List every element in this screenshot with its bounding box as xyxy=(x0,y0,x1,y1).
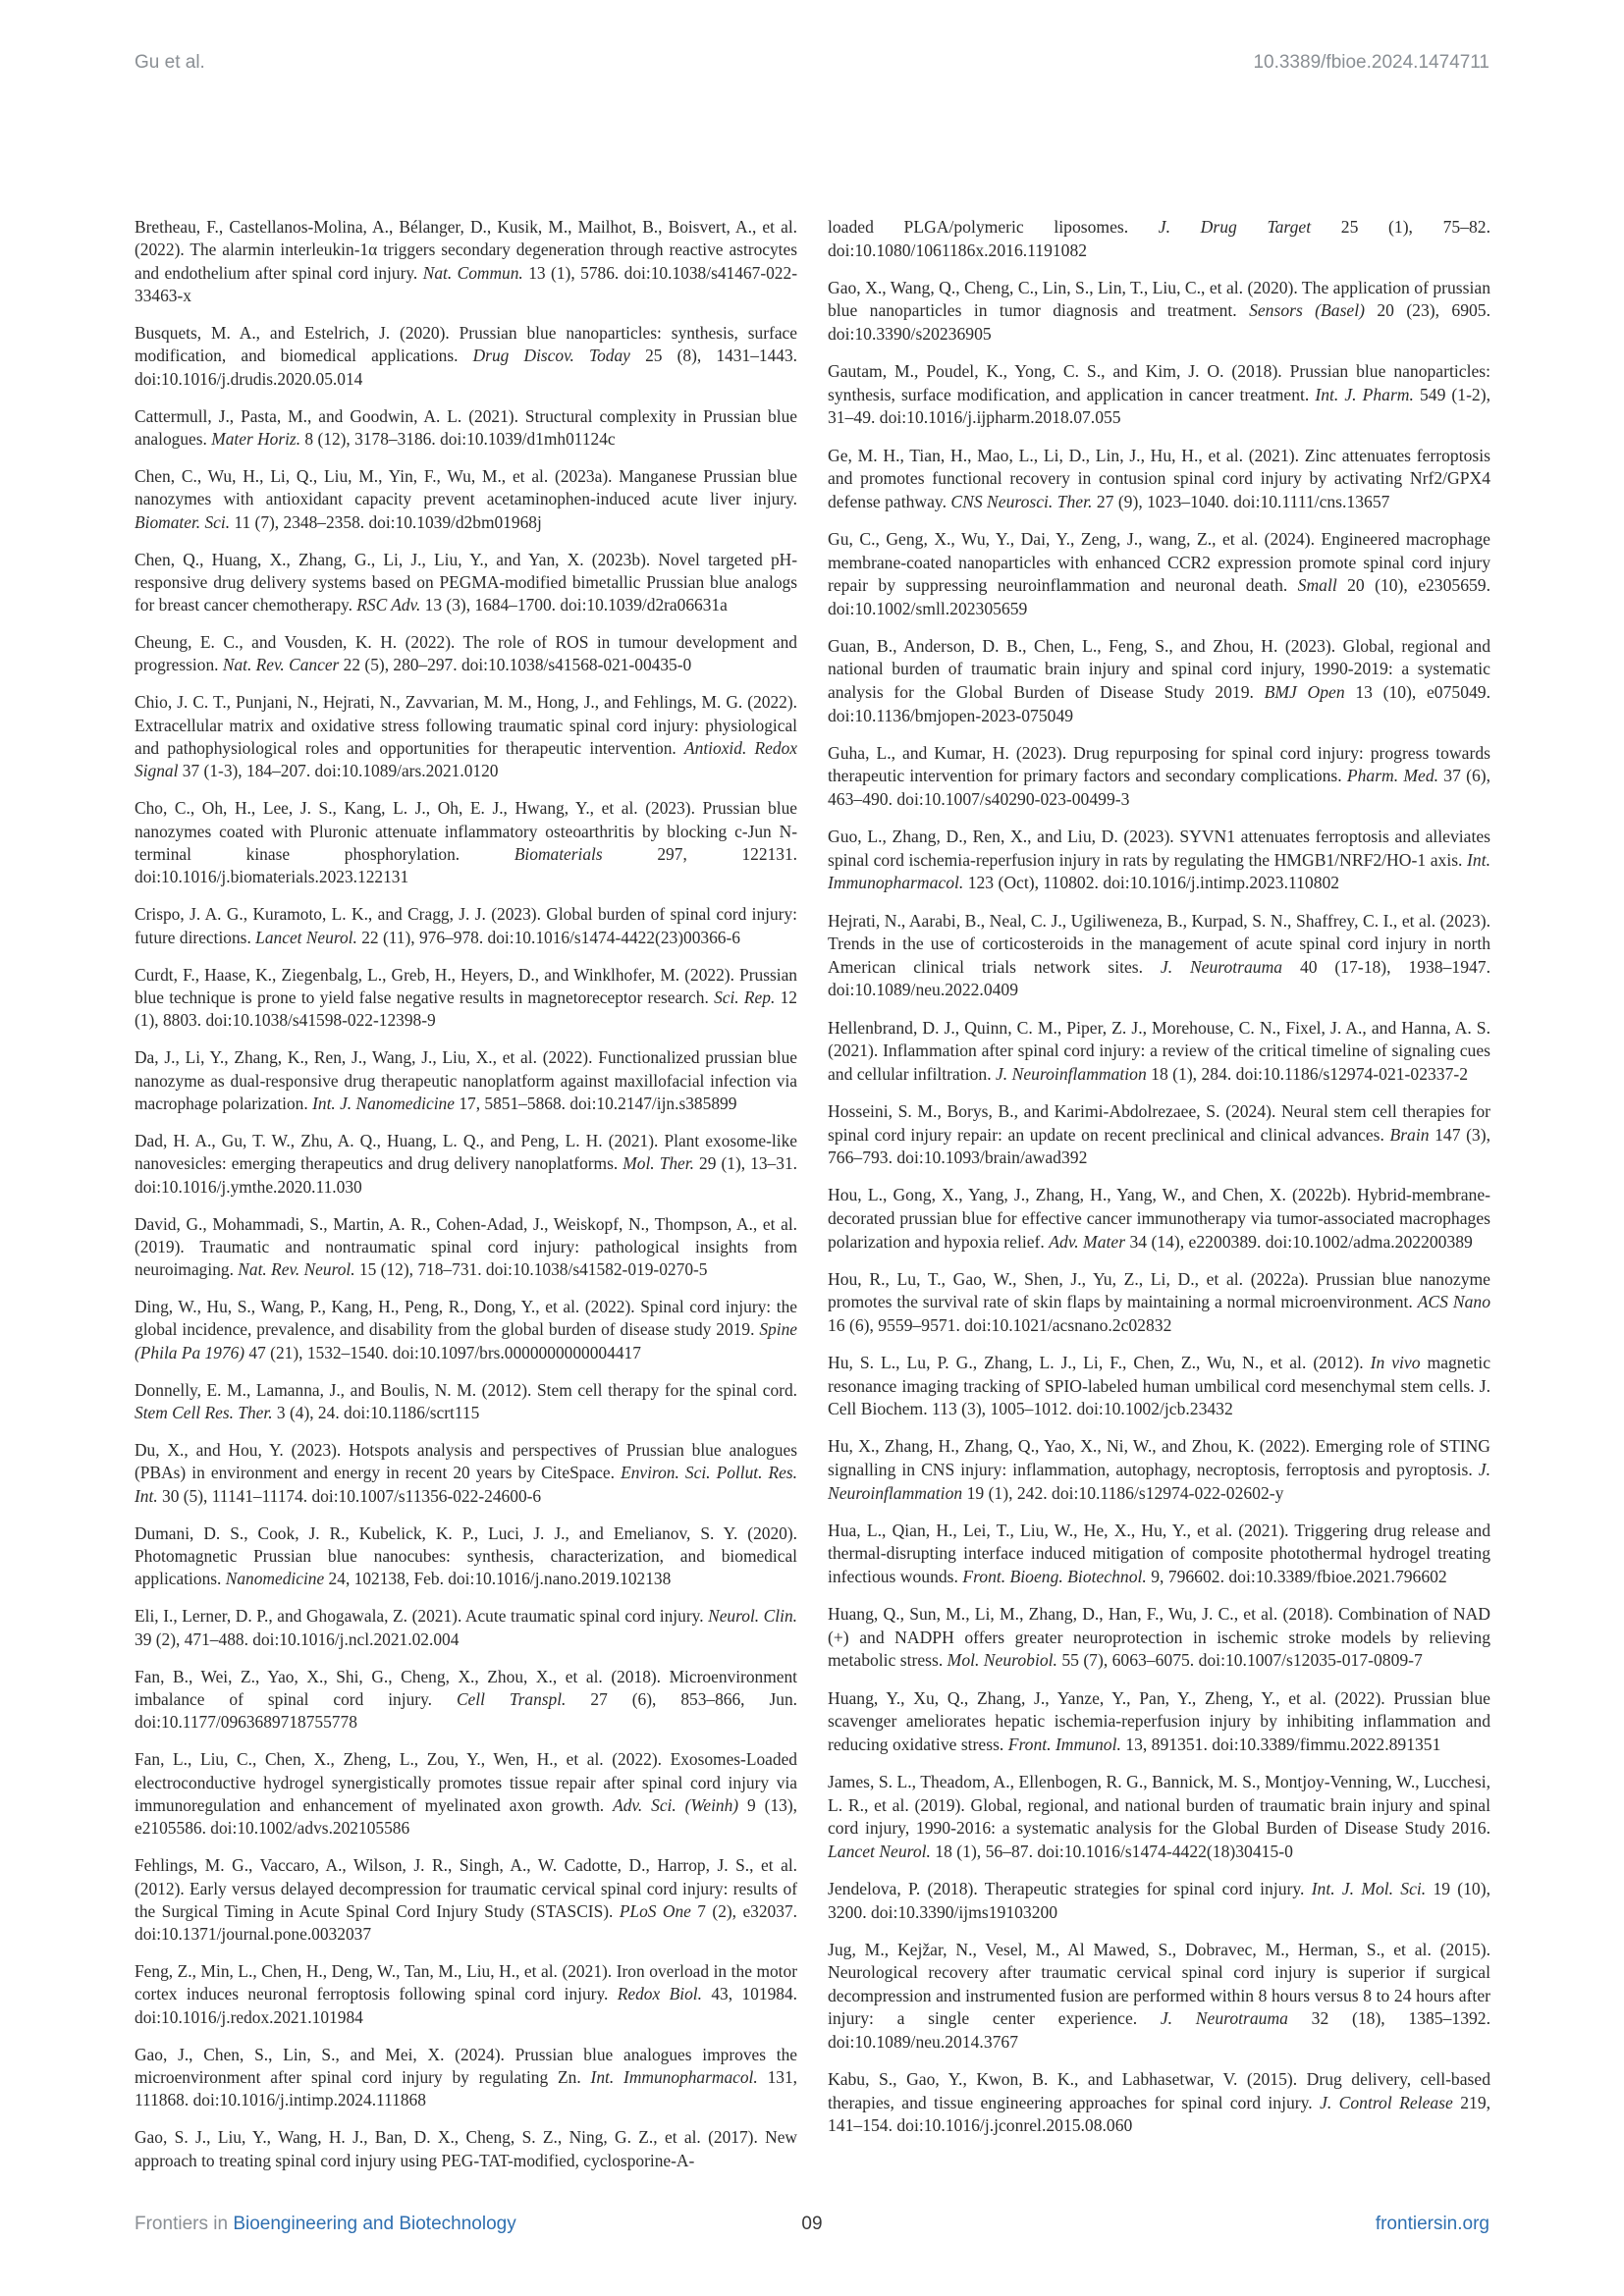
reference-entry xyxy=(135,322,797,391)
reference-text: Chen, Q., Huang, X., Zhang, G., Li, J., Liu, Y., and Yan, X. (2023b). Novel targeted pH-responsive drug delivery systems based on PEGMA-modified bimetallic Prussian blue analogs for breast cancer chemotherapy. xyxy=(135,549,797,615)
reference-journal: Small xyxy=(1297,575,1337,596)
reference-details: 37 (6), 463–490. doi:10.1007/s40290-023-00499-3 xyxy=(828,766,1491,810)
reference-text: Hou, R., Lu, T., Gao, W., Shen, J., Yu, Z., Li, D., et al. (2022a). Prussian blue nanozyme promotes the survival rate of skin flaps by maintaining a normal microenvironment. xyxy=(828,1268,1490,1312)
reference-journal: J. Neurotrauma xyxy=(1160,2008,1288,2029)
reference-details: 12 (1), 8803. doi:10.1038/s41598-022-12398-9 xyxy=(135,987,797,1031)
reference-details: 16 (6), 9559–9571. doi:10.1021/acsnano.2c02832 xyxy=(828,1314,1172,1335)
reference-text: Huang, Y., Xu, Q., Zhang, J., Yanze, Y., Pan, Y., Zheng, Y., et al. (2022). Prussian blue scavenger ameliorates hepatic ischemia-reperfusion injury by inhibiting inflammation and reducing oxidative stress. xyxy=(828,1687,1490,1754)
reference-journal: Nat. Rev. Cancer xyxy=(222,655,340,675)
reference-entry xyxy=(828,1687,1490,1757)
reference-journal: CNS Neurosci. Ther. xyxy=(950,491,1093,511)
reference-details: 55 (7), 6063–6075. doi:10.1007/s12035-017-0809-7 xyxy=(1056,1650,1423,1671)
reference-details: 219, 141–154. doi:10.1016/j.jconrel.2015.08.060 xyxy=(828,2092,1491,2136)
reference-text: Huang, Q., Sun, M., Li, M., Zhang, D., Han, F., Wu, J. C., et al. (2018). Combination of NAD (+) and NADPH offers greater neuroprotection in ischemic stroke models by relieving metabolic stress. xyxy=(828,1604,1490,1671)
reference-journal: ACS Nano xyxy=(1417,1292,1490,1312)
reference-text: Guo, L., Zhang, D., Ren, X., and Liu, D. (2023). SYVN1 attenuates ferroptosis and alleviates spinal cord ischemia-reperfusion injury in rats by regulating the HMGB1/NRF2/HO-1 axis. xyxy=(828,827,1490,870)
reference-details: 22 (11), 976–978. doi:10.1016/s1474-4422(23)00366-6 xyxy=(356,927,740,947)
reference-entry xyxy=(828,910,1490,1002)
reference-details: 11 (7), 2348–2358. doi:10.1039/d2bm01968j xyxy=(230,511,542,532)
reference-text: Dumani, D. S., Cook, J. R., Kubelick, K. P., Luci, J. J., and Emelianov, S. Y. (2020). Photomagnetic Prussian blue nanocubes: synthesis, characterization, and biomedical applications. xyxy=(135,1522,797,1589)
reference-journal: RSC Adv. xyxy=(356,595,421,615)
reference-journal: Nat. Rev. Neurol. xyxy=(238,1259,355,1280)
reference-entry xyxy=(135,964,797,1033)
reference-text: Hua, L., Qian, H., Lei, T., Liu, W., He, X., Hu, Y., et al. (2021). Triggering drug release and thermal-disrupting interface induced mitigation of composite photothermal hydrogel treating infectious wounds. xyxy=(828,1520,1490,1586)
reference-details: 17, 5851–5868. doi:10.2147/ijn.s385899 xyxy=(454,1093,737,1113)
reference-journal: Antioxid. Redox Signal xyxy=(135,738,797,781)
reference-entry xyxy=(828,445,1490,514)
reference-entry xyxy=(135,1130,797,1199)
reference-entry xyxy=(828,2068,1490,2138)
reference-entry xyxy=(135,1379,797,1425)
reference-text: Cho, C., Oh, H., Lee, J. S., Kang, L. J., Oh, E. J., Hwang, Y., et al. (2023). Prussian blue nanozymes coated with Pluronic attenuate inflammatory osteoarthritis by blocking c-Jun N-terminal kinase phosphorylation. xyxy=(135,798,797,865)
reference-text: Gautam, M., Poudel, K., Yong, C. S., and Kim, J. O. (2018). Prussian blue nanoparticles: synthesis, surface modification, and application in cancer treatment. xyxy=(828,361,1490,404)
reference-details: 27 (6), 853–866, Jun. doi:10.1177/0963689718755778 xyxy=(135,1688,797,1733)
references-right-column xyxy=(828,216,1490,2153)
reference-entry xyxy=(828,216,1490,262)
reference-text: Du, X., and Hou, Y. (2023). Hotspots analysis and perspectives of Prussian blue analogues (PBAs) in environment and energy in recent 20 years by CiteSpace. xyxy=(135,1440,797,1483)
reference-details: 37 (1-3), 184–207. doi:10.1089/ars.2021.0120 xyxy=(178,761,499,781)
reference-text: Jug, M., Kejžar, N., Vesel, M., Al Mawed, S., Dobravec, M., Herman, S., et al. (2015). Neurological recovery after traumatic cervical spinal cord injury is superior if surgical decompression and instrumented fusion are performed within 8 hours versus 8 to 24 hours after injury: a single center experience. xyxy=(828,1939,1490,2029)
reference-entry xyxy=(828,826,1490,895)
reference-details: 13 (1), 5786. doi:10.1038/s41467-022-33463-x xyxy=(135,262,797,306)
reference-entry xyxy=(828,1939,1490,2055)
reference-entry xyxy=(135,903,797,949)
reference-details: 19 (1), 242. doi:10.1186/s12974-022-02602-y xyxy=(962,1482,1284,1503)
reference-text: Curdt, F., Haase, K., Ziegenbalg, L., Greb, H., Heyers, D., and Winklhofer, M. (2022). Prussian blue technique is prone to yield false negative results in magnetoreceptor research. xyxy=(135,964,797,1007)
reference-entry xyxy=(828,1352,1490,1421)
reference-text: Guan, B., Anderson, D. B., Chen, L., Feng, S., and Zhou, H. (2023). Global, regional and national burden of traumatic brain injury and spinal cord injury, 1990-2019: a systematic analysis for the Global Burden of Disease Study 2019. xyxy=(828,635,1490,703)
reference-details: 297, 122131. doi:10.1016/j.biomaterials.2023.122131 xyxy=(135,844,797,887)
reference-details: 549 (1-2), 31–49. doi:10.1016/j.ijpharm.2018.07.055 xyxy=(828,384,1490,428)
reference-details: 18 (1), 56–87. doi:10.1016/s1474-4422(18)30415-0 xyxy=(930,1841,1293,1861)
reference-journal: Environ. Sci. Pollut. Res. Int. xyxy=(135,1463,797,1506)
reference-details: 40 (17-18), 1938–1947. doi:10.1089/neu.2022.0409 xyxy=(828,956,1490,1000)
reference-details: magnetic resonance imaging tracking of SPIO-labeled human umbilical cord mesenchymal stem cells. J. Cell Biochem. 113 (3), 1005–1012. doi:10.1002/jcb.23432 xyxy=(828,1353,1491,1419)
reference-journal: In vivo xyxy=(1370,1353,1421,1373)
reference-text: Fan, B., Wei, Z., Yao, X., Shi, G., Cheng, X., Zhou, X., et al. (2018). Microenvironment imbalance of spinal cord injury. xyxy=(135,1666,797,1709)
reference-text: Cheung, E. C., and Vousden, K. H. (2022). The role of ROS in tumour development and progression. xyxy=(135,632,797,675)
reference-journal: BMJ Open xyxy=(1264,682,1345,703)
reference-entry xyxy=(135,549,797,617)
reference-text: Ge, M. H., Tian, H., Mao, L., Li, D., Lin, J., Hu, H., et al. (2021). Zinc attenuates ferroptosis and promotes functional recovery in contusion spinal cord injury by activating Nrf2/GPX4 defense pathway. xyxy=(828,445,1490,511)
reference-journal: Nanomedicine xyxy=(225,1569,325,1589)
reference-entry xyxy=(135,1854,797,1946)
reference-entry xyxy=(135,631,797,677)
reference-text: Gu, C., Geng, X., Wu, Y., Dai, Y., Zeng, J., wang, Z., et al. (2024). Engineered macrophage membrane-coated nanoparticles with enhanced CCR2 expression promote spinal cord injury repair by suppressing neuroinflammation and neuronal death. xyxy=(828,528,1490,596)
reference-entry xyxy=(135,1748,797,1840)
reference-details: 13 (10), e075049. doi:10.1136/bmjopen-2023-075049 xyxy=(828,682,1490,725)
reference-details: 123 (Oct), 110802. doi:10.1016/j.intimp.2023.110802 xyxy=(963,873,1340,893)
reference-details: 43, 101984. doi:10.1016/j.redox.2021.101984 xyxy=(135,1984,797,2027)
reference-entry xyxy=(135,1605,797,1651)
reference-details: 25 (8), 1431–1443. doi:10.1016/j.drudis.2020.05.014 xyxy=(135,346,798,389)
reference-entry xyxy=(135,1666,797,1735)
reference-journal: Neurol. Clin. xyxy=(708,1606,797,1627)
reference-details: 19 (10), 3200. doi:10.3390/ijms19103200 xyxy=(828,1878,1490,1922)
page-number: 09 xyxy=(801,2214,823,2234)
reference-entry xyxy=(828,635,1490,727)
reference-journal: Adv. Mater xyxy=(1049,1231,1126,1252)
reference-journal: Lancet Neurol. xyxy=(828,1841,931,1861)
reference-journal: Biomaterials xyxy=(514,844,603,865)
reference-text: Hosseini, S. M., Borys, B., and Karimi-Abdolrezaee, S. (2024). Neural stem cell therapies for spinal cord injury repair: an update on recent preclinical and clinical advances. xyxy=(828,1100,1490,1145)
reference-journal: Spine (Phila Pa 1976) xyxy=(135,1319,797,1362)
reference-entry xyxy=(135,216,797,307)
reference-entry xyxy=(135,1213,797,1282)
running-header-authors: Gu et al. xyxy=(135,52,205,73)
reference-journal: J. Neuroinflammation xyxy=(996,1063,1147,1084)
reference-journal: Front. Immunol. xyxy=(1007,1734,1121,1754)
reference-text: Busquets, M. A., and Estelrich, J. (2020). Prussian blue nanoparticles: synthesis, surface modification, and biomedical applications. xyxy=(135,322,797,366)
reference-text: Hu, S. L., Lu, P. G., Zhang, L. J., Li, F., Chen, Z., Wu, N., et al. (2012). xyxy=(828,1353,1371,1373)
reference-journal: Stem Cell Res. Ther. xyxy=(135,1403,273,1423)
reference-details: 3 (4), 24. doi:10.1186/scrt115 xyxy=(272,1403,480,1423)
reference-journal: Biomater. Sci. xyxy=(135,511,231,532)
reference-details: 34 (14), e2200389. doi:10.1002/adma.202200389 xyxy=(1125,1231,1473,1252)
reference-details: 20 (10), e2305659. doi:10.1002/smll.202305659 xyxy=(828,575,1490,618)
reference-details: 22 (5), 280–297. doi:10.1038/s41568-021-00435-0 xyxy=(339,655,692,675)
footer-journal-prefix: Frontiers in xyxy=(135,2214,229,2234)
reference-entry xyxy=(828,1100,1490,1170)
reference-journal: Sci. Rep. xyxy=(714,987,776,1007)
reference-details: 32 (18), 1385–1392. doi:10.1089/neu.2014.3767 xyxy=(828,2008,1490,2053)
reference-details: 15 (12), 718–731. doi:10.1038/s41582-019-0270-5 xyxy=(354,1259,708,1280)
reference-journal: J. Neuroinflammation xyxy=(828,1460,1490,1503)
reference-text: Ding, W., Hu, S., Wang, P., Kang, H., Peng, R., Dong, Y., et al. (2022). Spinal cord injury: the global incidence, prevalence, and disability from the global burden of disease study 2019. xyxy=(135,1297,797,1340)
reference-entry xyxy=(135,797,797,888)
reference-entry xyxy=(135,1439,797,1508)
reference-text: David, G., Mohammadi, S., Martin, A. R., Cohen-Adad, J., Weiskopf, N., Thompson, A., et al. (2019). Traumatic and nontraumatic spinal cord injury: pathological insights from neuroimaging. xyxy=(135,1213,797,1280)
reference-journal: Int. J. Mol. Sci. xyxy=(1311,1878,1427,1898)
reference-journal: Mol. Ther. xyxy=(623,1153,694,1174)
reference-journal: Drug Discov. Today xyxy=(472,346,630,366)
reference-journal: Redox Biol. xyxy=(617,1984,702,2004)
reference-journal: Brain xyxy=(1389,1124,1430,1145)
reference-journal: Adv. Sci. (Weinh) xyxy=(613,1794,739,1815)
reference-details: 9, 796602. doi:10.3389/fbioe.2021.796602 xyxy=(1146,1567,1447,1586)
reference-journal: Int. J. Pharm. xyxy=(1315,384,1414,404)
reference-details: 20 (23), 6905. doi:10.3390/s20236905 xyxy=(828,300,1490,344)
reference-entry xyxy=(828,1603,1490,1673)
reference-details: 131, 111868. doi:10.1016/j.intimp.2024.111868 xyxy=(135,2067,798,2110)
reference-text: Jendelova, P. (2018). Therapeutic strategies for spinal cord injury. xyxy=(828,1878,1312,1898)
reference-entry xyxy=(828,1017,1490,1087)
reference-entry xyxy=(135,405,797,452)
reference-text: Guha, L., and Kumar, H. (2023). Drug repurposing for spinal cord injury: progress towards therapeutic intervention for primary factors and secondary complications. xyxy=(828,742,1490,786)
reference-text: Feng, Z., Min, L., Chen, H., Deng, W., Tan, M., Liu, H., et al. (2021). Iron overload in the motor cortex induces neuronal ferroptosis following spinal cord injury. xyxy=(135,1961,797,2004)
reference-entry xyxy=(135,2044,797,2112)
reference-details: 147 (3), 766–793. doi:10.1093/brain/awad392 xyxy=(828,1124,1490,1168)
reference-journal: PLoS One xyxy=(619,1900,691,1921)
footer-journal-name: Bioengineering and Biotechnology xyxy=(233,2214,516,2234)
reference-entry xyxy=(135,1960,797,2029)
reference-entry xyxy=(828,360,1490,430)
reference-details: 13 (3), 1684–1700. doi:10.1039/d2ra06631a xyxy=(420,595,728,615)
reference-text: Cattermull, J., Pasta, M., and Goodwin, A. L. (2021). Structural complexity in Prussian blue analogues. xyxy=(135,405,797,449)
reference-entry xyxy=(828,1878,1490,1924)
reference-journal: Sensors (Basel) xyxy=(1249,300,1365,321)
reference-text: Bretheau, F., Castellanos-Molina, A., Bélanger, D., Kusik, M., Mailhot, B., Boisvert, A., et al. (2022). The alarmin interleukin-1α triggers secondary degeneration through reactive astrocytes and endothelium after spinal cord injury. xyxy=(135,217,797,283)
reference-entry xyxy=(828,1520,1490,1589)
reference-text: Kabu, S., Gao, Y., Kwon, B. K., and Labhasetwar, V. (2015). Drug delivery, cell-based therapies, and tissue engineering approaches for spinal cord injury. xyxy=(828,2069,1490,2112)
reference-text: Gao, X., Wang, Q., Cheng, C., Lin, S., Lin, T., Liu, C., et al. (2020). The application of prussian blue nanoparticles in tumor diagnosis and treatment. xyxy=(828,277,1490,321)
references-left-column xyxy=(135,216,797,2187)
reference-journal: Front. Bioeng. Biotechnol. xyxy=(962,1567,1147,1586)
reference-journal: Int. J. Nanomedicine xyxy=(312,1093,455,1113)
reference-text: Fan, L., Liu, C., Chen, X., Zheng, L., Zou, Y., Wen, H., et al. (2022). Exosomes-Loaded electroconductive hydrogel synergistically promotes tissue repair after spinal cord injury via immunoregulation and enhancement of myelinated axon growth. xyxy=(135,1749,797,1815)
reference-details: 8 (12), 3178–3186. doi:10.1039/d1mh01124c xyxy=(300,428,616,449)
reference-text: Da, J., Li, Y., Zhang, K., Ren, J., Wang, J., Liu, X., et al. (2022). Functionalized prussian blue nanozyme as dual-responsive drug therapeutic nanoplatform against maxillofacial infection via macrophage polarization. xyxy=(135,1047,797,1113)
reference-details: 30 (5), 11141–11174. doi:10.1007/s11356-022-24600-6 xyxy=(157,1485,542,1506)
reference-text: Donnelly, E. M., Lamanna, J., and Boulis, N. M. (2012). Stem cell therapy for the spinal cord. xyxy=(135,1379,797,1400)
reference-text: Crispo, J. A. G., Kuramoto, L. K., and Cragg, J. J. (2023). Global burden of spinal cord injury: future directions. xyxy=(135,904,797,947)
reference-entry xyxy=(828,1268,1490,1338)
reference-journal: J. Drug Target xyxy=(1158,217,1312,237)
reference-entry xyxy=(135,1296,797,1364)
reference-entry xyxy=(828,1184,1490,1254)
reference-details: 24, 102138, Feb. doi:10.1016/j.nano.2019.102138 xyxy=(324,1569,672,1589)
reference-journal: J. Control Release xyxy=(1320,2092,1453,2112)
reference-journal: Mater Horiz. xyxy=(211,428,301,449)
footer-site-link[interactable]: frontiersin.org xyxy=(1375,2214,1489,2234)
reference-entry xyxy=(135,1046,797,1115)
reference-details: 47 (21), 1532–1540. doi:10.1097/brs.0000000000004417 xyxy=(244,1342,641,1362)
reference-journal: Mol. Neurobiol. xyxy=(947,1650,1057,1671)
reference-text: Fehlings, M. G., Vaccaro, A., Wilson, J. R., Singh, A., W. Cadotte, D., Harrop, J. S., et al. (2012). Early versus delayed decompression for traumatic cervical spinal cord injury: results of the Surgical Timing in Acute Spinal Cord Injury Study (STASCIS). xyxy=(135,1855,797,1921)
reference-entry xyxy=(135,691,797,782)
reference-text: loaded PLGA/polymeric liposomes. xyxy=(828,217,1159,237)
reference-details: 39 (2), 471–488. doi:10.1016/j.ncl.2021.02.004 xyxy=(135,1629,460,1649)
reference-entry xyxy=(828,528,1490,620)
reference-text: Hejrati, N., Aarabi, B., Neal, C. J., Ugiliweneza, B., Kurpad, S. N., Shaffrey, C. I., et al. (2023). Trends in the use of corticosteroids in the management of acute spinal cord injury in north American clinical trials network sites. xyxy=(828,910,1490,977)
reference-details: 25 (1), 75–82. doi:10.1080/1061186x.2016.1191082 xyxy=(828,217,1490,260)
reference-journal: Cell Transpl. xyxy=(456,1688,567,1709)
reference-details: 29 (1), 13–31. doi:10.1016/j.ymthe.2020.11.030 xyxy=(135,1153,797,1197)
reference-text: Gao, S. J., Liu, Y., Wang, H. J., Ban, D. X., Cheng, S. Z., Ning, G. Z., et al. (2017). New approach to treating spinal cord injury using PEG-TAT-modified, cyclosporine-A- xyxy=(135,2127,797,2170)
reference-entry xyxy=(135,465,797,534)
reference-text: Hou, L., Gong, X., Yang, J., Zhang, H., Yang, W., and Chen, X. (2022b). Hybrid-membrane-decorated prussian blue for effective cancer immunotherapy via tumor-associated macrophages polarization and hypoxia relief. xyxy=(828,1185,1490,1252)
reference-entry xyxy=(828,1435,1490,1505)
reference-details: 13, 891351. doi:10.3389/fimmu.2022.891351 xyxy=(1120,1734,1441,1754)
reference-journal: Int. Immunopharmacol. xyxy=(590,2067,758,2088)
reference-text: Hellenbrand, D. J., Quinn, C. M., Piper, Z. J., Morehouse, C. N., Fixel, J. A., and Hanna, A. S. (2021). Inflammation after spinal cord injury: a review of the critical timeline of signaling cues and cellular infiltration. xyxy=(828,1017,1490,1084)
reference-text: Gao, J., Chen, S., Lin, S., and Mei, X. (2024). Prussian blue analogues improves the microenvironment after spinal cord injury by regulating Zn. xyxy=(135,2044,797,2088)
reference-text: Dad, H. A., Gu, T. W., Zhu, A. Q., Huang, L. Q., and Peng, L. H. (2021). Plant exosome-like nanovesicles: emerging therapeutics and drug delivery nanoplatforms. xyxy=(135,1130,797,1174)
reference-text: Chen, C., Wu, H., Li, Q., Liu, M., Yin, F., Wu, M., et al. (2023a). Manganese Prussian blue nanozymes with antioxidant capacity prevent acetaminophen-induced acute liver injury. xyxy=(135,465,797,509)
reference-journal: Nat. Commun. xyxy=(422,262,523,283)
reference-details: 9 (13), e2105586. doi:10.1002/advs.202105586 xyxy=(135,1794,797,1839)
running-header-doi[interactable]: 10.3389/fbioe.2024.1474711 xyxy=(1253,52,1489,73)
reference-text: Eli, I., Lerner, D. P., and Ghogawala, Z. (2021). Acute traumatic spinal cord injury. xyxy=(135,1606,709,1627)
reference-entry xyxy=(828,277,1490,347)
reference-entry xyxy=(828,742,1490,812)
reference-details: 7 (2), e32037. doi:10.1371/journal.pone.0032037 xyxy=(135,1900,797,1945)
reference-journal: Lancet Neurol. xyxy=(255,927,357,947)
reference-text: James, S. L., Theadom, A., Ellenbogen, R. G., Bannick, M. S., Montjoy-Venning, W., Lucchesi, L. R., et al. (2019). Global, regional, and national burden of traumatic brain injury and spinal cord injury, 1990-2016: a systematic analysis for the Global Burden of Disease Study 2016. xyxy=(828,1771,1490,1839)
reference-entry xyxy=(828,1771,1490,1863)
reference-journal: Pharm. Med. xyxy=(1346,766,1439,786)
reference-details: 18 (1), 284. doi:10.1186/s12974-021-02337-2 xyxy=(1146,1063,1469,1084)
reference-journal: J. Neurotrauma xyxy=(1160,956,1283,977)
reference-journal: Int. Immunopharmacol. xyxy=(828,849,1490,893)
reference-entry xyxy=(135,1522,797,1591)
reference-text: Chio, J. C. T., Punjani, N., Hejrati, N., Zavvarian, M. M., Hong, J., and Fehlings, M. G. (2022). Extracellular matrix and oxidative stress following traumatic spinal cord injury: physiological and pathophysiological roles and opportunities for therapeutic intervention. xyxy=(135,692,797,759)
reference-text: Hu, X., Zhang, H., Zhang, Q., Yao, X., Ni, W., and Zhou, K. (2022). Emerging role of STING signalling in CNS injury: inflammation, autophagy, necroptosis, ferroptosis and pyroptosis. xyxy=(828,1436,1490,1480)
reference-entry xyxy=(135,2126,797,2172)
reference-details: 27 (9), 1023–1040. doi:10.1111/cns.13657 xyxy=(1092,491,1390,511)
